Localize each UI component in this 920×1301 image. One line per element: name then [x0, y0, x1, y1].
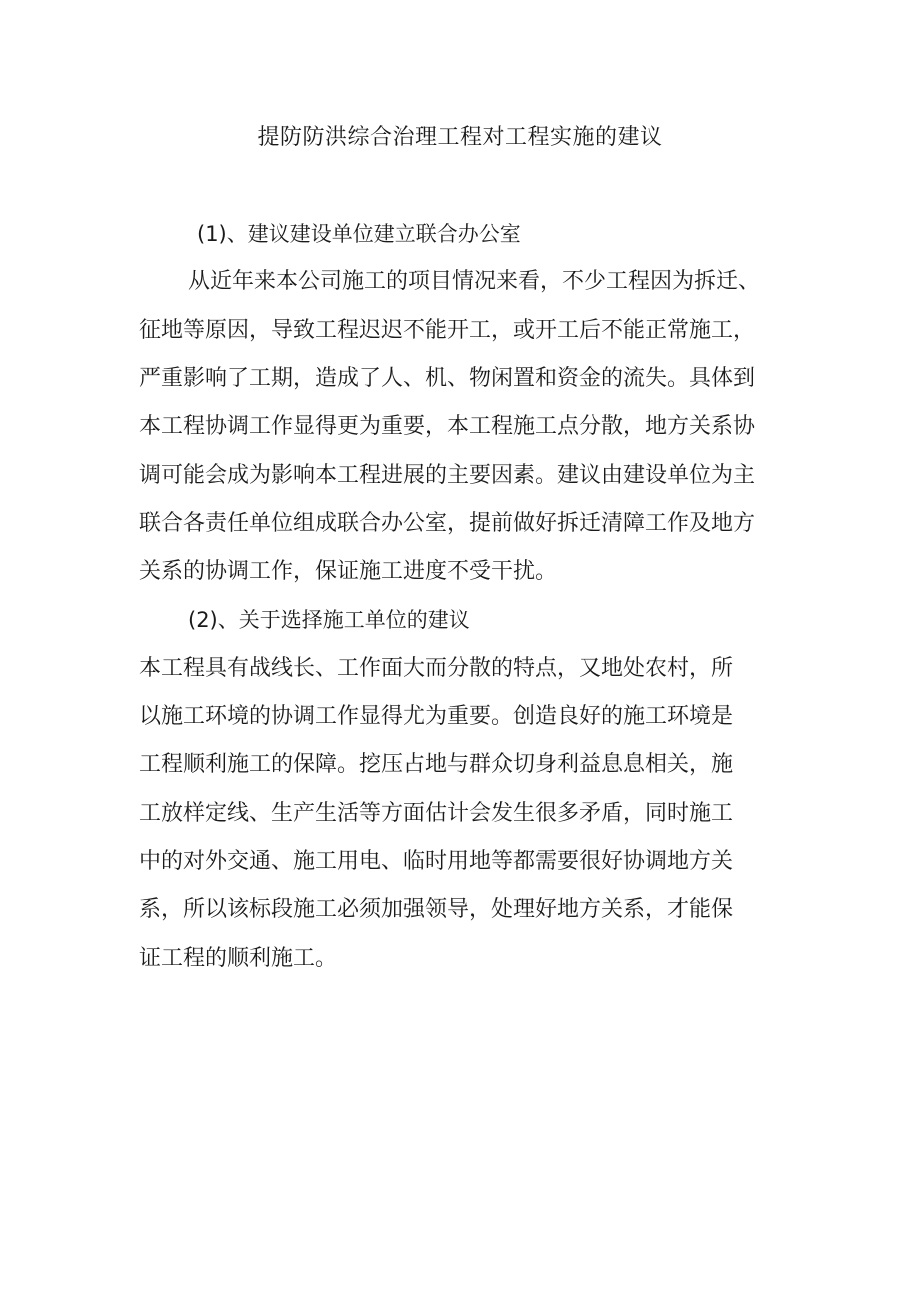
paragraph-line: 本工程具有战线长、工作面大而分散的特点，又地处农村，所 — [139, 656, 734, 681]
paragraph-line: 征地等原因，导致工程迟迟不能开工，或开工后不能正常施工， — [139, 318, 756, 343]
section-2-heading: (2)、关于选择施工单位的建议 — [188, 608, 470, 632]
section-1-heading: (1)、建议建设单位建立联合办公室 — [197, 222, 521, 246]
document-title: 提防防洪综合治理工程对工程实施的建议 — [257, 125, 663, 150]
paragraph-line: 联合各责任单位组成联合办公室，提前做好拆迁清障工作及地方 — [139, 511, 756, 536]
paragraph-line: 关系的协调工作，保证施工进度不受干扰。 — [139, 559, 558, 584]
paragraph-line: 以施工环境的协调工作显得尤为重要。创造良好的施工环境是 — [139, 704, 734, 729]
paragraph-line: 本工程协调工作显得更为重要，本工程施工点分散，地方关系协 — [139, 414, 756, 439]
paragraph-line: 证工程的顺利施工。 — [139, 946, 338, 971]
paragraph-line: 中的对外交通、施工用电、临时用地等都需要很好协调地方关 — [139, 849, 734, 874]
paragraph-line: 工放样定线、生产生活等方面估计会发生很多矛盾，同时施工 — [139, 801, 734, 826]
paragraph-line: 严重影响了工期，造成了人、机、物闲置和资金的流失。具体到 — [139, 366, 756, 391]
paragraph-line: 系，所以该标段施工必须加强领导，处理好地方关系，才能保 — [139, 897, 734, 922]
paragraph-line: 工程顺利施工的保障。挖压占地与群众切身利益息息相关，施 — [139, 752, 734, 777]
paragraph-line: 从近年来本公司施工的项目情况来看，不少工程因为拆迁、 — [188, 269, 761, 294]
paragraph-line: 调可能会成为影响本工程进展的主要因素。建议由建设单位为主 — [139, 463, 756, 488]
